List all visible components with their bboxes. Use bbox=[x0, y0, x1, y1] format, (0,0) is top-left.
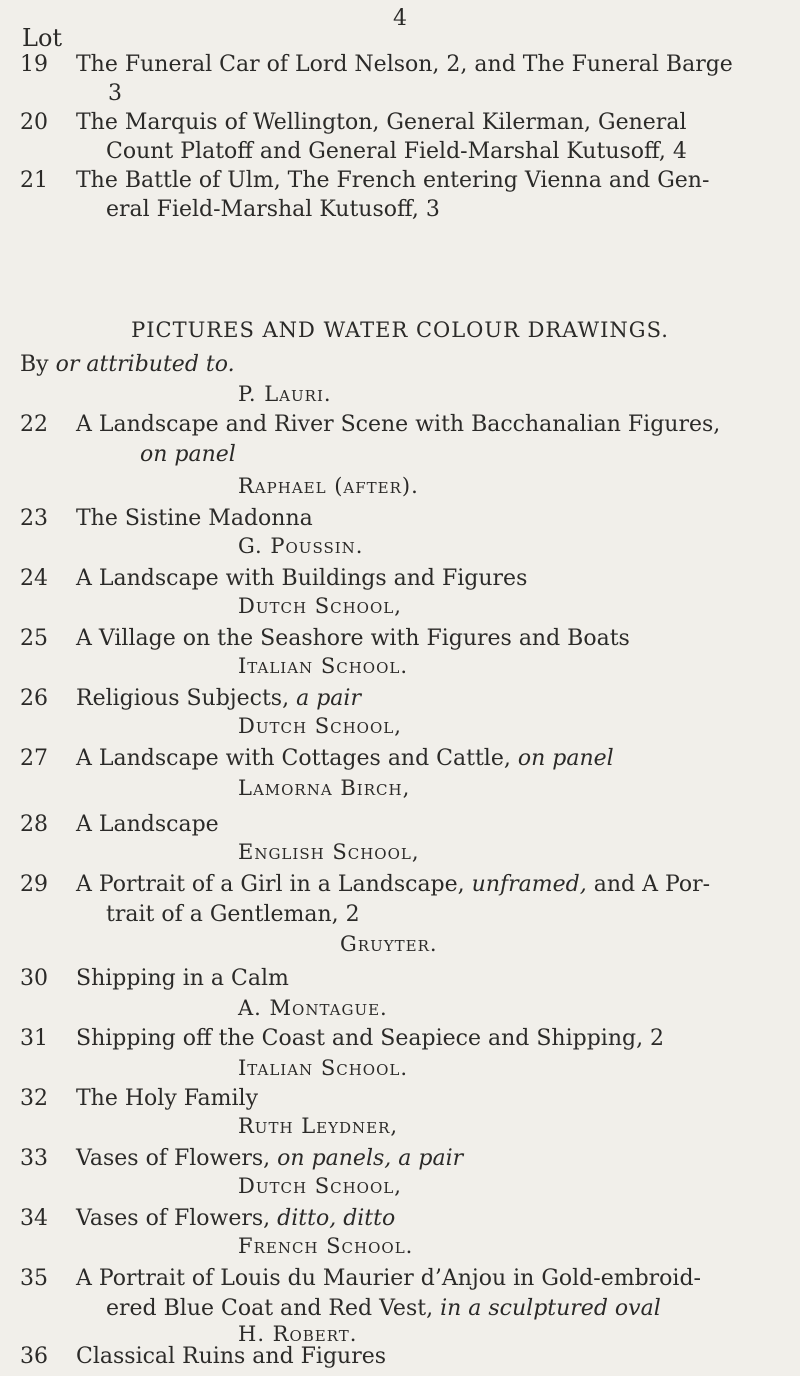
lot-number: 32 bbox=[20, 1086, 48, 1111]
lot-description bbox=[76, 1204, 788, 1234]
artist-name: Lamorna Birch, bbox=[238, 776, 411, 800]
artist-name: Raphael (after). bbox=[238, 474, 419, 498]
lot-number: 22 bbox=[20, 412, 48, 437]
lot-number: 29 bbox=[20, 872, 48, 897]
lot-number: 34 bbox=[20, 1206, 48, 1231]
artist-name: Dutch School, bbox=[238, 1174, 402, 1198]
lot-title: Religious Subjects, bbox=[76, 686, 290, 711]
lot-number: 26 bbox=[20, 686, 48, 711]
lot-description: A Landscape bbox=[76, 812, 219, 837]
lot-description bbox=[76, 870, 788, 900]
artist-name: Gruyter. bbox=[340, 932, 438, 956]
artist-name: A. Montague. bbox=[238, 996, 388, 1020]
page-number: 4 bbox=[393, 6, 407, 31]
lot-note: on panels, a pair bbox=[277, 1146, 464, 1171]
lot-description-continued bbox=[106, 1294, 796, 1324]
lot-number: 36 bbox=[20, 1344, 48, 1369]
lot-description: Classical Ruins and Figures bbox=[76, 1344, 387, 1369]
lot-number: 30 bbox=[20, 966, 48, 991]
artist-name: P. Lauri. bbox=[238, 382, 332, 406]
lot-description: The Battle of Ulm, The French entering Vienna and Gen- bbox=[76, 168, 710, 193]
lot-description-continued: eral Field-Marshal Kutusoff, 3 bbox=[106, 197, 440, 222]
lot-title: Vases of Flowers, bbox=[76, 1146, 271, 1171]
attribution-rest: or attributed to. bbox=[55, 352, 235, 377]
lot-title-cont: and A Por- bbox=[593, 872, 711, 897]
artist-name: Dutch School, bbox=[238, 594, 402, 618]
lot-description-continued: Count Platoff and General Field-Marshal Kutusoff, 4 bbox=[106, 139, 687, 164]
lot-description bbox=[76, 744, 788, 774]
artist-name: Italian School. bbox=[238, 654, 409, 678]
lot-description bbox=[76, 684, 788, 714]
lot-description: A Landscape with Buildings and Figures bbox=[76, 566, 528, 591]
artist-name: French School. bbox=[238, 1234, 414, 1258]
lot-description: A Village on the Seashore with Figures and Boats bbox=[76, 626, 630, 651]
artist-name: Dutch School, bbox=[238, 714, 402, 738]
section-title: PICTURES AND WATER COLOUR DRAWINGS. bbox=[131, 318, 669, 342]
lot-description-continued: 3 bbox=[108, 81, 122, 106]
artist-name: Ruth Leydner, bbox=[238, 1114, 399, 1138]
lot-number: 23 bbox=[20, 506, 48, 531]
lot-title: Vases of Flowers, bbox=[76, 1206, 271, 1231]
artist-name: English School, bbox=[238, 840, 420, 864]
lot-description: Shipping off the Coast and Seapiece and Shipping, 2 bbox=[76, 1026, 665, 1051]
lot-description-continued: trait of a Gentleman, 2 bbox=[106, 902, 360, 927]
lot-description bbox=[76, 1144, 788, 1174]
lot-description: The Holy Family bbox=[76, 1086, 258, 1111]
lot-cont-note: in a sculptured oval bbox=[440, 1296, 661, 1321]
lot-note: a pair bbox=[296, 686, 361, 711]
attribution-lead: By bbox=[20, 352, 49, 377]
lot-description: The Sistine Madonna bbox=[76, 506, 313, 531]
lot-description-continued: on panel bbox=[140, 442, 236, 467]
lot-description: The Marquis of Wellington, General Kilerman, General bbox=[76, 110, 687, 135]
lot-note: on panel bbox=[517, 746, 614, 771]
lot-number: 33 bbox=[20, 1146, 48, 1171]
lot-column-header: Lot bbox=[22, 24, 63, 52]
lot-cont-text: ered Blue Coat and Red Vest, bbox=[106, 1296, 434, 1321]
lot-number: 35 bbox=[20, 1266, 48, 1291]
lot-number: 31 bbox=[20, 1026, 48, 1051]
lot-description: The Funeral Car of Lord Nelson, 2, and The Funeral Barge bbox=[76, 52, 733, 77]
artist-name: Italian School. bbox=[238, 1056, 409, 1080]
lot-number: 21 bbox=[20, 168, 48, 193]
lot-number: 28 bbox=[20, 812, 48, 837]
lot-note: ditto, ditto bbox=[277, 1206, 396, 1231]
artist-name: G. Poussin. bbox=[238, 534, 364, 558]
lot-description: Shipping in a Calm bbox=[76, 966, 289, 991]
lot-number: 19 bbox=[20, 52, 48, 77]
lot-description: A Landscape and River Scene with Bacchanalian Figures, bbox=[76, 412, 721, 437]
lot-description: A Portrait of Louis du Maurier d’Anjou in Gold-embroid- bbox=[76, 1266, 701, 1291]
attribution-note bbox=[20, 352, 235, 377]
lot-number: 27 bbox=[20, 746, 48, 771]
lot-title: A Landscape with Cottages and Cattle, bbox=[76, 746, 511, 771]
lot-number: 20 bbox=[20, 110, 48, 135]
artist-name: H. Robert. bbox=[238, 1322, 358, 1346]
lot-number: 25 bbox=[20, 626, 48, 651]
lot-number: 24 bbox=[20, 566, 48, 591]
lot-note: unframed, bbox=[471, 872, 587, 897]
lot-title: A Portrait of a Girl in a Landscape, bbox=[76, 872, 465, 897]
